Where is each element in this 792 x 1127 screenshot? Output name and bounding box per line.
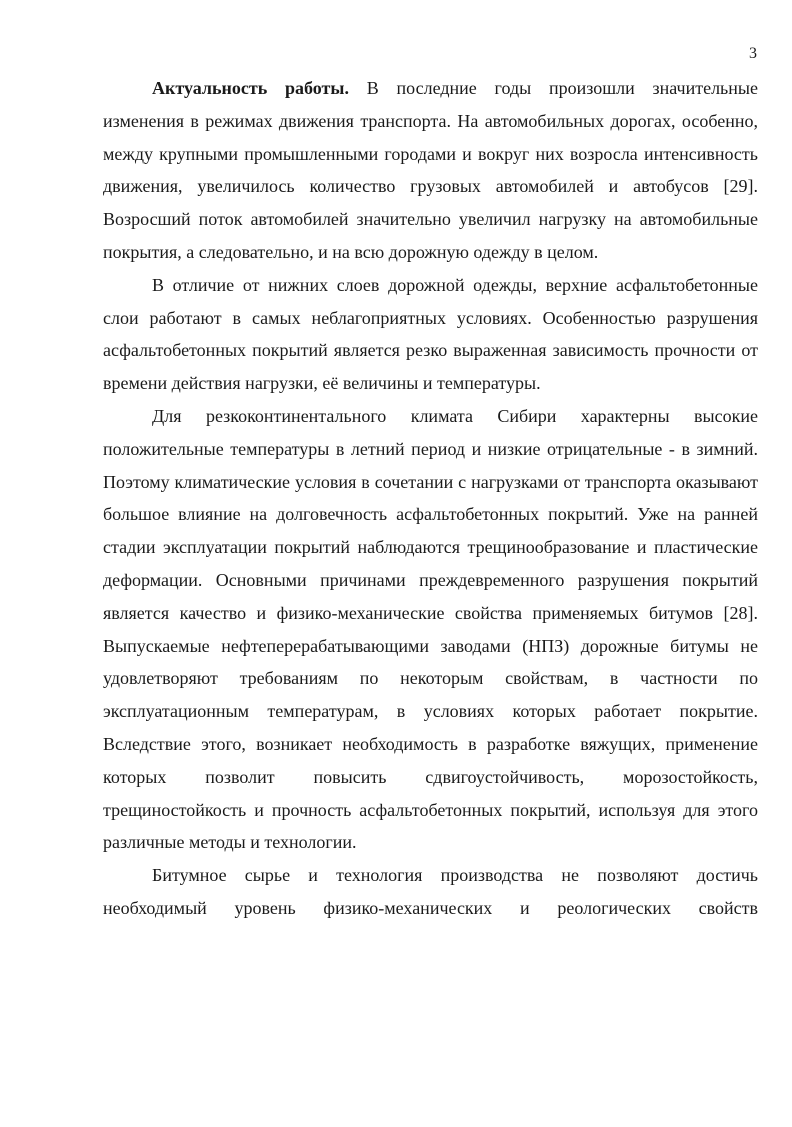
paragraph-bitumen-raw: Битумное сырье и технология производства не позволяют достичь необходимый уровень физико-механических и реологических свойств: [103, 865, 758, 918]
page-number: 3: [749, 45, 757, 62]
paragraph-relevance: [103, 72, 758, 269]
section-title: Актуальность работы.: [152, 78, 349, 98]
document-body: [103, 72, 758, 925]
paragraph-siberia-climate: Для резкоконтинентального климата Сибири характерны высокие положительные температуры в летний период и низкие отрицательные - в зимний. Поэтому климатические условия в сочетании с нагрузками от транспорта оказывают большое влияние на долговечность асфальтобетонных покрытий. Уже на ранней стадии эксплуатации покрытий наблюдаются трещинообразование и пластические деформации. Основными причинами преждевременного разрушения покрытий является качество и физико-механические свойства применяемых битумов [28]. Выпускаемые нефтеперерабатывающими заводами (НПЗ) дорожные битумы не удовлетворяют требованиям по некоторым свойствам, в частности по эксплуатационным температурам, в условиях которых работает покрытие. Вследствие этого, возникает необходимость в разработке вяжущих, применение которых позволит повысить сдвигоустойчивость, морозостойкость, трещиностойкость и прочность асфальтобетонных покрытий, используя для этого различные методы и технологии.: [103, 405, 758, 853]
paragraph-asphalt-layers: В отличие от нижних слоев дорожной одежды, верхние асфальтобетонные слои работают в самых неблагоприятных условиях. Особенностью разрушения асфальтобетонных покрытий является резко выраженная зависимость прочности от времени действия нагрузки, её величины и температуры.: [103, 274, 758, 394]
paragraph-text: В последние годы произошли значительные изменения в режимах движения транспорта. На автомобильных дорогах, особенно, между крупными промышленными городами и вокруг них возросла интенсивность движения, увеличилось количество грузовых автомобилей и автобусов [29]. Возросший поток автомобилей значительно увеличил нагрузку на автомобильные покрытия, а следовательно, и на всю дорожную одежду в целом.: [103, 78, 758, 262]
